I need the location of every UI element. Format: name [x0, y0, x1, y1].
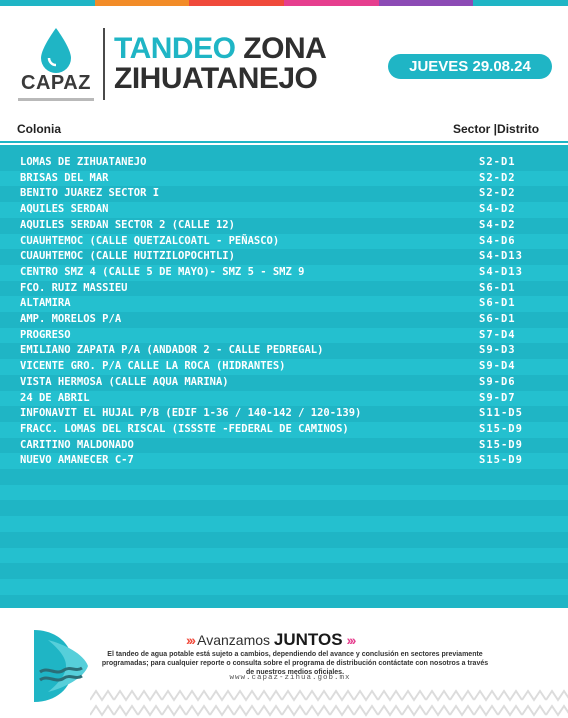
colonia-cell: INFONAVIT EL HUJAL P/B (EDIF 1-36 / 140-142 / 120-139): [20, 407, 362, 420]
schedule-table: [0, 145, 568, 608]
sector-distrito-cell: S4-D2: [479, 203, 516, 216]
sector-distrito-cell: S4-D2: [479, 218, 516, 231]
sector-distrito-cell: S6-D1: [479, 281, 516, 294]
sector-distrito-cell: S11-D5: [479, 407, 523, 420]
colonia-cell: BENITO JUAREZ SECTOR I: [20, 187, 160, 200]
table-row: [0, 343, 568, 359]
colonia-cell: NUEVO AMANECER C-7: [20, 454, 134, 467]
colonia-cell: CENTRO SMZ 4 (CALLE 5 DE MAYO)- SMZ 5 - SMZ 9: [20, 265, 305, 278]
disclaimer-text: El tandeo de agua potable está sujeto a cambios, dependiendo del avance y conclusión en sectores previamente programadas; para cualquier reporte o consulta sobre el programa de distribución contáctate con nosotros a través de nuestros medios oficiales.: [101, 651, 489, 676]
column-header-colonia: Colonia: [17, 122, 61, 136]
sector-distrito-cell: S9-D4: [479, 360, 516, 373]
table-row: [0, 453, 568, 469]
colonia-cell: FRACC. LOMAS DEL RISCAL (ISSSTE -FEDERAL DE CAMINOS): [20, 422, 349, 435]
colonia-cell: LOMAS DE ZIHUATANEJO: [20, 156, 147, 168]
title-rest: ZONA: [243, 32, 327, 65]
colonia-cell: BRISAS DEL MAR: [20, 171, 109, 184]
capaz-emblem-icon: [26, 626, 96, 706]
sector-distrito-cell: S6-D1: [479, 297, 516, 310]
table-row: [0, 249, 568, 265]
colonia-cell: AMP. MORELOS P/A: [20, 313, 122, 325]
sector-distrito-cell: S9-D7: [479, 391, 516, 404]
header-divider: [103, 28, 105, 100]
table-row: [0, 202, 568, 218]
table-row: [0, 579, 568, 595]
water-drop-icon: [39, 28, 73, 74]
table-row: [0, 171, 568, 187]
table-row: [0, 359, 568, 375]
table-row: [0, 186, 568, 202]
sector-distrito-cell: S15-D9: [479, 422, 523, 435]
colonia-cell: CUAUHTEMOC (CALLE HUITZILOPOCHTLI): [20, 250, 235, 263]
column-header-sector-distrito: Sector |Distrito: [453, 122, 540, 136]
capaz-logo: [16, 28, 96, 106]
decorative-pattern: [90, 688, 568, 718]
table-row: [0, 312, 568, 328]
colonia-cell: FCO. RUIZ MASSIEU: [20, 281, 128, 294]
sector-distrito-cell: S7-D4: [479, 328, 516, 341]
table-row: [0, 438, 568, 454]
slogan-arrows-left: ›››: [186, 632, 194, 648]
table-row: [0, 296, 568, 312]
logo-tagline: [18, 98, 94, 101]
slogan-bold: JUNTOS: [273, 630, 343, 649]
title-highlight: TANDEO: [114, 32, 236, 65]
table-row: [0, 563, 568, 579]
table-row: [0, 516, 568, 532]
table-row: [0, 328, 568, 344]
table-row: [0, 391, 568, 407]
colonia-cell: VICENTE GRO. P/A CALLE LA ROCA (HIDRANTES): [20, 360, 286, 373]
table-row: [0, 422, 568, 438]
header: [0, 6, 568, 116]
slogan: [186, 630, 354, 650]
table-row: [0, 548, 568, 564]
colonia-cell: AQUILES SERDAN: [20, 203, 109, 216]
sector-distrito-cell: S15-D9: [479, 454, 523, 467]
slogan-arrows-right: ›››: [346, 632, 355, 648]
header-rule: [0, 141, 568, 143]
page-title-line1: [114, 34, 326, 64]
table-row: [0, 406, 568, 422]
table-row: [0, 234, 568, 250]
logo-text: CAPAZ: [21, 72, 91, 94]
table-row: [0, 155, 568, 171]
website-link[interactable]: www.capaz-zihua.gob.mx: [229, 674, 351, 682]
sector-distrito-cell: S15-D9: [479, 438, 523, 451]
colonia-cell: AQUILES SERDAN SECTOR 2 (CALLE 12): [20, 218, 235, 231]
table-row: [0, 485, 568, 501]
table-row: [0, 469, 568, 485]
colonia-cell: ALTAMIRA: [20, 297, 71, 310]
colonia-cell: PROGRESO: [20, 328, 71, 341]
sector-distrito-cell: S2-D1: [479, 156, 516, 168]
sector-distrito-cell: S2-D2: [479, 187, 516, 200]
colonia-cell: VISTA HERMOSA (CALLE AQUA MARINA): [20, 375, 229, 388]
table-row: [0, 265, 568, 281]
footer: [0, 608, 568, 718]
sector-distrito-cell: S4-D13: [479, 250, 523, 263]
sector-distrito-cell: S2-D2: [479, 171, 516, 184]
sector-distrito-cell: S9-D6: [479, 375, 516, 388]
sector-distrito-cell: S4-D6: [479, 234, 516, 247]
colonia-cell: EMILIANO ZAPATA P/A (ANDADOR 2 - CALLE PEDREGAL): [20, 344, 324, 357]
colonia-cell: 24 DE ABRIL: [20, 391, 90, 404]
slogan-light: Avanzamos: [197, 632, 271, 648]
table-row: [0, 281, 568, 297]
table-row: [0, 375, 568, 391]
table-row: [0, 532, 568, 548]
date-badge: JUEVES 29.08.24: [388, 54, 552, 79]
colonia-cell: CARITINO MALDONADO: [20, 438, 134, 451]
colonia-cell: CUAUHTEMOC (CALLE QUETZALCOATL - PEÑASCO): [20, 234, 280, 247]
table-row: [0, 500, 568, 516]
sector-distrito-cell: S9-D3: [479, 344, 516, 357]
table-row: [0, 218, 568, 234]
sector-distrito-cell: S4-D13: [479, 265, 523, 278]
page-title-line2: ZIHUATANEJO: [114, 62, 318, 95]
sector-distrito-cell: S6-D1: [479, 313, 516, 325]
